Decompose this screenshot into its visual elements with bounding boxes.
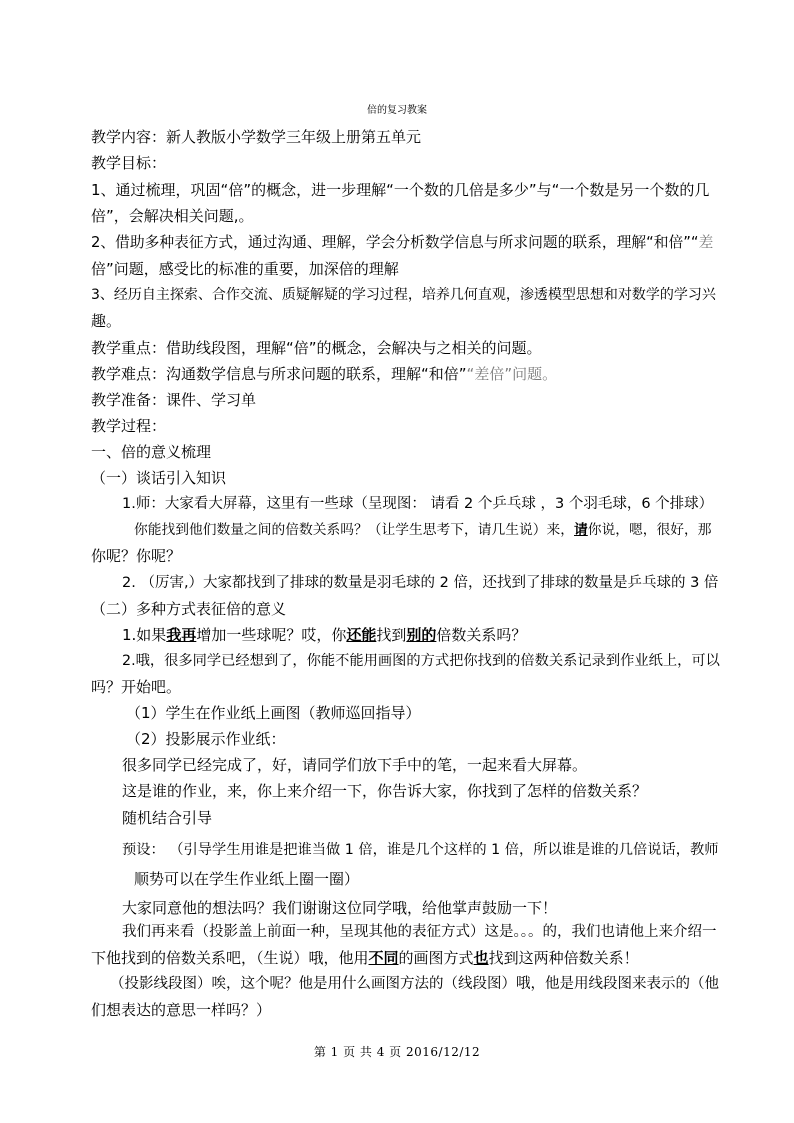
- question-2-line-2: 吗？开始吧。: [91, 678, 182, 696]
- paragraph-2-underlined: 请: [574, 522, 588, 538]
- question-1: [122, 625, 526, 645]
- teacher-line-7: 我们再来看（投影盖上前面一种，呈现其他的表征方式）这是。。。的，我们也请他上来介绍一: [122, 924, 717, 940]
- teacher-line-6: 大家同意他的想法吗？我们谢谢这位同学哦，给他掌声鼓励一下！: [122, 899, 558, 917]
- teacher-line-3: 随机结合引导: [122, 809, 213, 827]
- step-1: （1）学生在作业纸上画图（教师巡回指导）: [126, 704, 421, 722]
- teacher-line-2: 这是谁的作业，来，你上来介绍一下，你告诉大家，你找到了怎样的倍数关系？: [122, 782, 648, 800]
- goal-2-gray-text: 差: [698, 234, 714, 251]
- paragraph-2-text-b: 你说，嗯，很好，那: [587, 522, 712, 538]
- teacher-line-8-underline-1: 不同: [368, 949, 399, 967]
- difficulty-gray-text: “差倍”问题。: [466, 365, 558, 383]
- goal-3-line-1: 3、经历自主探索、合作交流、质疑解疑的学习过程，培养几何直观，渗透模型思想和对数学的学习兴: [91, 287, 716, 303]
- section-1-heading: 一、倍的意义梳理: [91, 443, 212, 461]
- question-2-line-1: 2.哦，很多同学已经想到了，你能不能用画图的方式把你找到的倍数关系记录到作业纸上，可以: [122, 653, 720, 669]
- difficulty-text: 教学难点：沟通数学信息与所求问题的联系，理解“和倍”: [91, 365, 467, 383]
- goal-1-line-2: 倍”，会解决相关问题,。: [91, 207, 254, 225]
- subsection-2-heading: （二）多种方式表征倍的意义: [91, 600, 287, 618]
- teacher-line-4: 预设： （引导学生用谁是把谁当做 1 倍，谁是几个这样的 1 倍，所以谁是谁的几倍说话，教师: [122, 842, 719, 858]
- process-heading: 教学过程：: [91, 417, 167, 435]
- goal-1-line-1: 1、通过梳理，巩固“倍”的概念，进一步理解“一个数的几倍是多少”与“一个数是另一个数的几: [91, 181, 710, 199]
- paragraph-2: [134, 520, 712, 540]
- subsection-1-heading: （一）谈话引入知识: [91, 469, 227, 487]
- teacher-line-5: 顺势可以在学生作业纸上圈一圈）: [134, 870, 360, 888]
- teacher-line-8-text-b: 的画图方式: [398, 949, 474, 967]
- goal-2-line-1: [91, 233, 713, 253]
- question-1-text-b: 增加一些球呢？哎，你: [196, 626, 347, 644]
- teaching-content: 教学内容：新人教版小学数学三年级上册第五单元: [91, 128, 422, 146]
- goal-2-text: 2、借助多种表征方式，通过沟通、理解，学会分析数学信息与所求问题的联系，理解“和倍”“: [91, 234, 699, 251]
- question-1-text-a: 1.如果: [122, 626, 167, 644]
- step-2: （2）投影展示作业纸：: [126, 730, 286, 748]
- question-1-underline-2: 还能: [346, 626, 377, 644]
- key-point: 教学重点：借助线段图，理解“倍”的概念，会解决与之相关的问题。: [91, 339, 542, 357]
- question-1-underline-1: 我再: [166, 626, 197, 644]
- question-1-text-d: 倍数关系吗？: [436, 626, 527, 644]
- teacher-line-8: [91, 948, 639, 968]
- question-1-underline-3: 别的: [406, 626, 437, 644]
- paragraph-4: 2. （厉害,）大家都找到了排球的数量是羽毛球的 2 倍，还找到了排球的数量是乒乓球的 3 倍: [122, 575, 719, 591]
- page-footer: 第 1 页 共 4 页 2016/12/12: [313, 1045, 481, 1059]
- difficulty: [91, 364, 557, 384]
- question-1-text-c: 找到: [376, 626, 407, 644]
- goals-heading: 教学目标：: [91, 154, 167, 172]
- teacher-line-8-text-a: 下他找到的倍数关系吧，（生说）哦，他用: [91, 949, 369, 967]
- teacher-line-10: 们想表达的意思一样吗？）: [91, 1001, 272, 1019]
- paragraph-1: 1.师：大家看大屏幕，这里有一些球（呈现图： 请看 2 个乒乓球 ，3 个羽毛球，6 个排球）: [122, 496, 714, 512]
- goal-3-line-2: 趣。: [91, 312, 122, 330]
- teacher-line-8-text-c: 找到这两种倍数关系！: [488, 949, 639, 967]
- preparation: 教学准备：课件、学习单: [91, 391, 257, 409]
- teacher-line-8-underline-2: 也: [473, 949, 489, 967]
- goal-2-line-2: 倍”问题，感受比的标准的重要，加深倍的理解: [91, 260, 399, 278]
- paragraph-2-text-a: 你能找到他们数量之间的倍数关系吗？（让学生思考下，请几生说）来，: [134, 522, 575, 538]
- teacher-line-1: 很多同学已经完成了，好，请同学们放下手中的笔，一起来看大屏幕。: [122, 756, 588, 774]
- doc-title: 倍的复习教案: [367, 105, 427, 116]
- paragraph-3: 你呢？你呢？: [91, 547, 182, 565]
- teacher-line-9: （投影线段图）唉，这个呢？他是用什么画图方法的（线段图）哦，他是用线段图来表示的（他: [110, 976, 719, 992]
